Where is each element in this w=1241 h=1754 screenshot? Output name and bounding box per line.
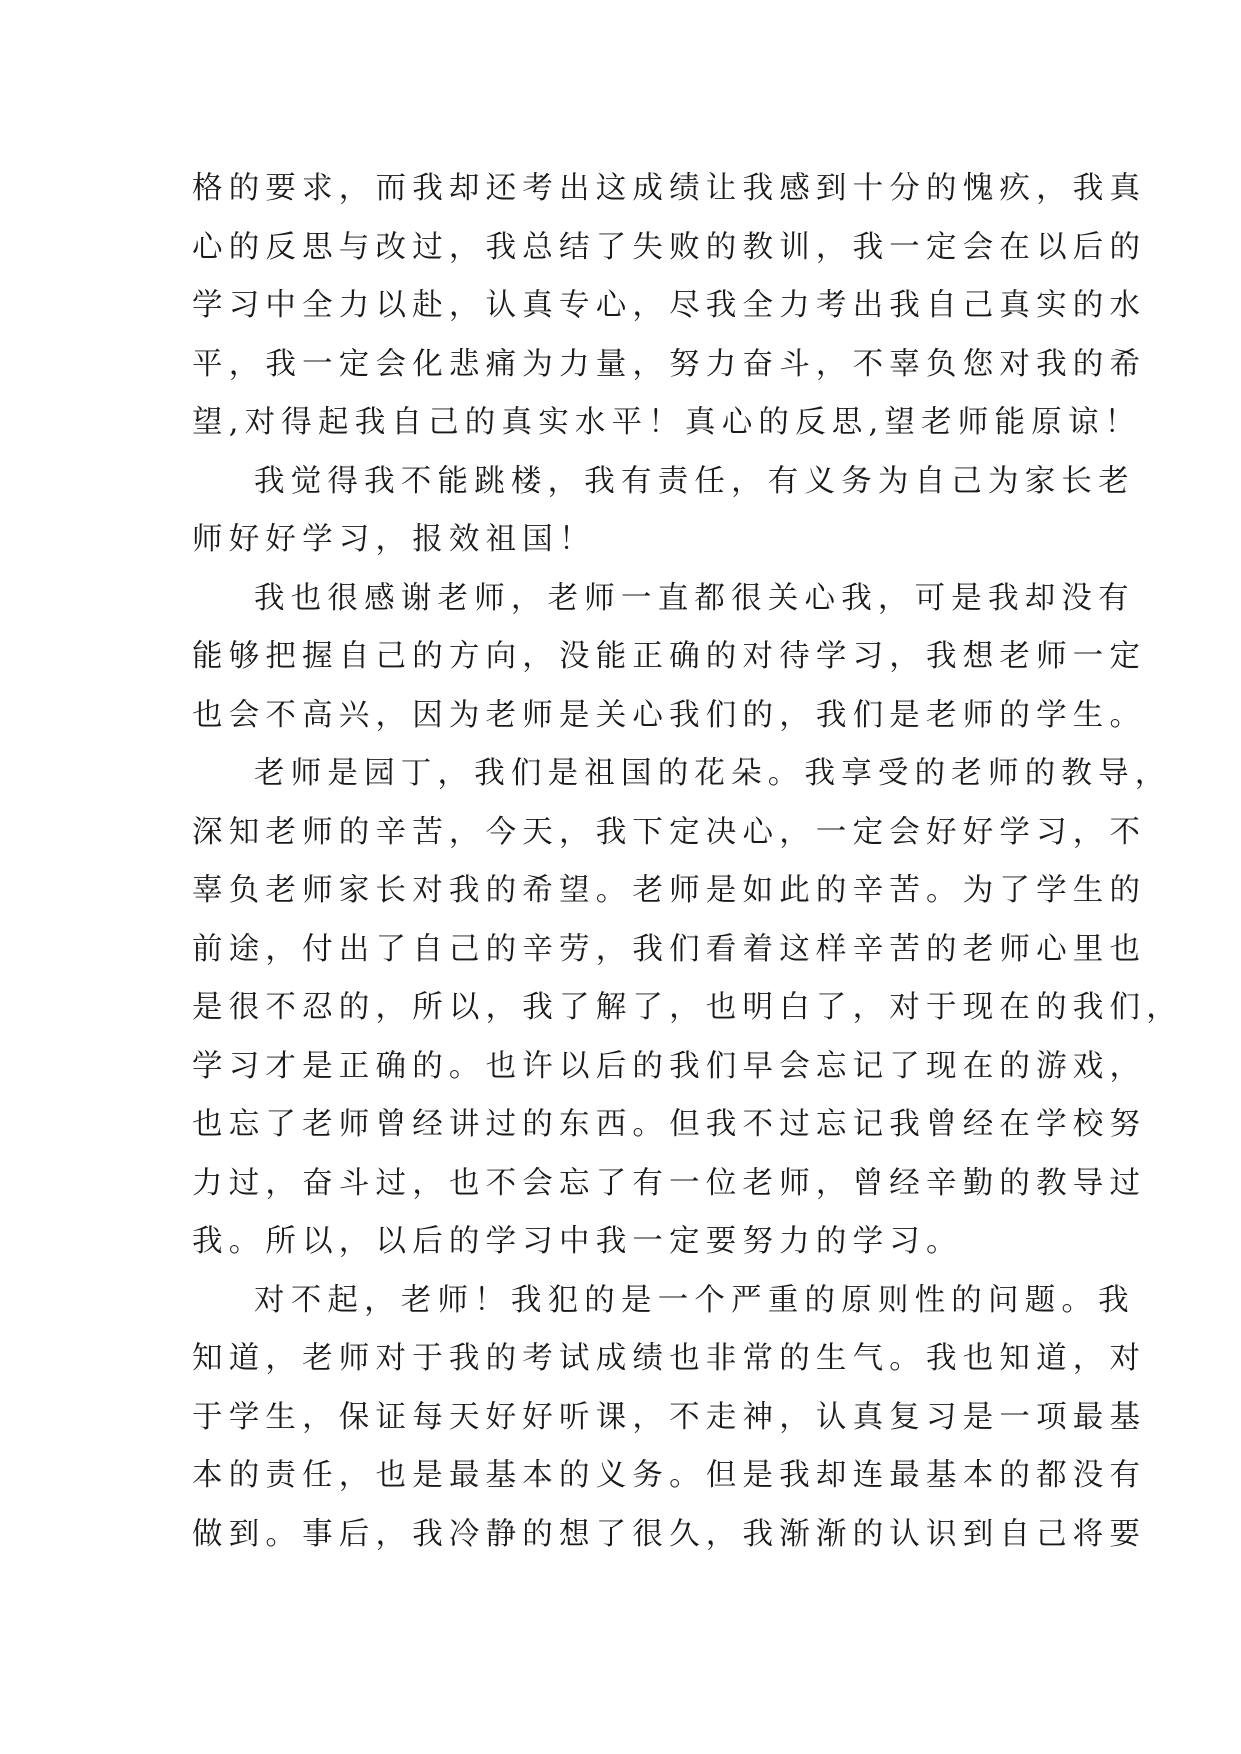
text-line: 本的责任，也是最基本的义务。但是我却连最基本的都没有	[192, 1458, 1147, 1493]
text-line: 望,对得起我自己的真实水平！真心的反思,望老师能原谅！	[192, 405, 1142, 440]
paragraph-first-line: 对不起，老师！我犯的是一个严重的原则性的问题。我	[254, 1282, 1135, 1318]
paragraph-first-line: 我也很感谢老师，老师一直都很关心我，可是我却没有	[254, 580, 1135, 616]
text-line: 知道，老师对于我的考试成绩也非常的生气。我也知道，对	[192, 1341, 1147, 1376]
text-line: 师好好学习，报效祖国！	[192, 522, 596, 557]
text-line: 做到。事后，我冷静的想了很久，我渐渐的认识到自己将要	[192, 1516, 1147, 1552]
text-line: 格的要求，而我却还考出这成绩让我感到十分的愧疚，我真	[192, 171, 1147, 206]
text-line: 是很不忍的，所以，我了解了，也明白了，对于现在的我们，	[192, 990, 1183, 1025]
text-line: 力过，奋斗过，也不会忘了有一位老师，曾经辛勤的教导过	[192, 1165, 1147, 1201]
document-body	[192, 160, 1183, 1564]
text-line: 学习才是正确的。也许以后的我们早会忘记了现在的游戏，	[192, 1048, 1147, 1084]
text-line: 前途，付出了自己的辛劳，我们看着这样辛苦的老师心里也	[192, 931, 1147, 967]
text-line: 深知老师的辛苦，今天，我下定决心，一定会好好学习，不	[192, 814, 1147, 850]
text-line: 辜负老师家长对我的希望。老师是如此的辛苦。为了学生的	[192, 873, 1147, 908]
text-line: 于学生，保证每天好好听课，不走神，认真复习是一项最基	[192, 1399, 1147, 1435]
text-line: 心的反思与改过，我总结了失败的教训，我一定会在以后的	[192, 229, 1147, 265]
text-line: 能够把握自己的方向，没能正确的对待学习，我想老师一定	[192, 639, 1147, 674]
text-line: 也会不高兴，因为老师是关心我们的，我们是老师的学生。	[192, 697, 1147, 733]
text-line: 也忘了老师曾经讲过的东西。但我不过忘记我曾经在学校努	[192, 1107, 1147, 1142]
text-line: 平，我一定会化悲痛为力量，努力奋斗，不辜负您对我的希	[192, 346, 1147, 382]
text-line: 我。所以，以后的学习中我一定要努力的学习。	[192, 1224, 963, 1259]
text-line: 学习中全力以赴，认真专心，尽我全力考出我自己真实的水	[192, 288, 1147, 323]
paragraph-first-line: 老师是园丁，我们是祖国的花朵。我享受的老师的教导，	[254, 756, 1172, 791]
paragraph-first-line: 我觉得我不能跳楼，我有责任，有义务为自己为家长老	[254, 463, 1135, 499]
